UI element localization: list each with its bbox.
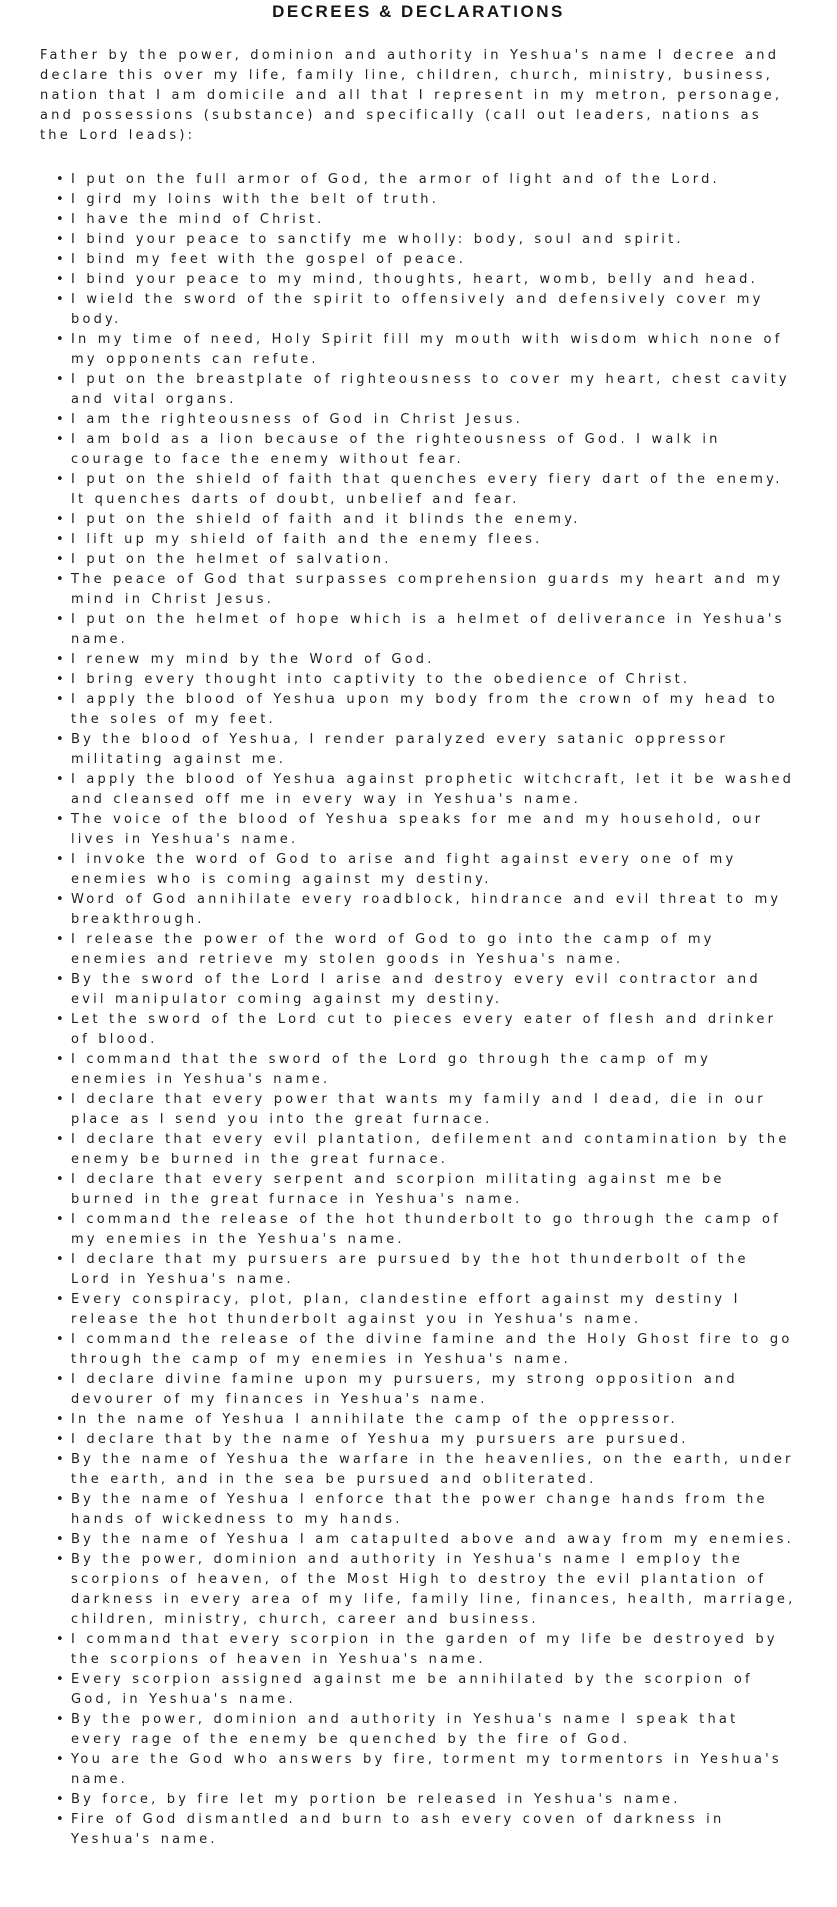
list-item: • I am bold as a lion because of the righteousness of God. I walk in courage to face the enemy without fear. — [56, 430, 797, 470]
list-item: • I apply the blood of Yeshua against prophetic witchcraft, let it be washed and cleansed off me in every way in Yeshua's name. — [56, 770, 797, 810]
list-item: • I declare that every evil plantation, defilement and contamination by the enemy be burned in the great furnace. — [56, 1130, 797, 1170]
list-item: • I am the righteousness of God in Christ Jesus. — [56, 410, 797, 430]
list-item: • I declare divine famine upon my pursuers, my strong opposition and devourer of my finances in Yeshua's name. — [56, 1370, 797, 1410]
list-item: • I bring every thought into captivity to the obedience of Christ. — [56, 670, 797, 690]
page-title: DECREES & DECLARATIONS — [272, 2, 565, 21]
list-item: • I declare that by the name of Yeshua my pursuers are pursued. — [56, 1430, 797, 1450]
list-item: • The peace of God that surpasses comprehension guards my heart and my mind in Christ Jesus. — [56, 570, 797, 610]
list-item: • I put on the shield of faith that quenches every fiery dart of the enemy. It quenches darts of doubt, unbelief and fear. — [56, 470, 797, 510]
list-item: • By the name of Yeshua the warfare in the heavenlies, on the earth, under the earth, and in the sea be pursued and obliterated. — [56, 1450, 797, 1490]
list-item: • Fire of God dismantled and burn to ash every coven of darkness in Yeshua's name. — [56, 1810, 797, 1850]
list-item: • I invoke the word of God to arise and fight against every one of my enemies who is coming against my destiny. — [56, 850, 797, 890]
list-item: • You are the God who answers by fire, torment my tormentors in Yeshua's name. — [56, 1750, 797, 1790]
list-item: • In my time of need, Holy Spirit fill my mouth with wisdom which none of my opponents can refute. — [56, 330, 797, 370]
list-item: • I put on the shield of faith and it blinds the enemy. — [56, 510, 797, 530]
list-item: • I command that the sword of the Lord go through the camp of my enemies in Yeshua's name. — [56, 1050, 797, 1090]
list-item: • By the name of Yeshua I enforce that the power change hands from the hands of wickedness to my hands. — [56, 1490, 797, 1530]
list-item: • I bind my feet with the gospel of peace. — [56, 250, 797, 270]
list-item: • By the power, dominion and authority in Yeshua's name I employ the scorpions of heaven, of the Most High to destroy the evil plantation of darkness in every area of my life, family line, finances, health, marriage, children, ministry, church, career and business. — [56, 1550, 797, 1630]
list-item: • The voice of the blood of Yeshua speaks for me and my household, our lives in Yeshua's name. — [56, 810, 797, 850]
list-item: • I have the mind of Christ. — [56, 210, 797, 230]
list-item: • I lift up my shield of faith and the enemy flees. — [56, 530, 797, 550]
list-item: • By the power, dominion and authority in Yeshua's name I speak that every rage of the enemy be quenched by the fire of God. — [56, 1710, 797, 1750]
list-item: • I bind your peace to my mind, thoughts, heart, womb, belly and head. — [56, 270, 797, 290]
list-item: • I renew my mind by the Word of God. — [56, 650, 797, 670]
list-item: • I command the release of the hot thunderbolt to go through the camp of my enemies in the Yeshua's name. — [56, 1210, 797, 1250]
list-item: • I put on the helmet of hope which is a helmet of deliverance in Yeshua's name. — [56, 610, 797, 650]
list-item: • I bind your peace to sanctify me wholly: body, soul and spirit. — [56, 230, 797, 250]
list-item: • By the sword of the Lord I arise and destroy every evil contractor and evil manipulator coming against my destiny. — [56, 970, 797, 1010]
intro-paragraph: Father by the power, dominion and authority in Yeshua's name I decree and declare this over my life, family line, children, church, ministry, business, nation that I am domicile and all that I represent in my metron, personage, and possessions (substance) and specifically (call out leaders, nations as the Lord leads): — [40, 48, 783, 143]
list-item: • Every conspiracy, plot, plan, clandestine effort against my destiny I release the hot thunderbolt against you in Yeshua's name. — [56, 1290, 797, 1330]
list-item: • I command that every scorpion in the garden of my life be destroyed by the scorpions of heaven in Yeshua's name. — [56, 1630, 797, 1670]
list-item: • Every scorpion assigned against me be annihilated by the scorpion of God, in Yeshua's name. — [56, 1670, 797, 1710]
list-item: • I declare that every serpent and scorpion militating against me be burned in the great furnace in Yeshua's name. — [56, 1170, 797, 1210]
list-item: • I declare that my pursuers are pursued by the hot thunderbolt of the Lord in Yeshua's name. — [56, 1250, 797, 1290]
list-item: • By the blood of Yeshua, I render paralyzed every satanic oppressor militating against me. — [56, 730, 797, 770]
list-item: • I release the power of the word of God to go into the camp of my enemies and retrieve my stolen goods in Yeshua's name. — [56, 930, 797, 970]
list-item: • By the name of Yeshua I am catapulted above and away from my enemies. — [56, 1530, 797, 1550]
list-item: • In the name of Yeshua I annihilate the camp of the oppressor. — [56, 1410, 797, 1430]
list-item: • I declare that every power that wants my family and I dead, die in our place as I send you into the great furnace. — [56, 1090, 797, 1130]
list-item: • I put on the breastplate of righteousness to cover my heart, chest cavity and vital organs. — [56, 370, 797, 410]
list-item: • I command the release of the divine famine and the Holy Ghost fire to go through the camp of my enemies in Yeshua's name. — [56, 1330, 797, 1370]
list-item: • I wield the sword of the spirit to offensively and defensively cover my body. — [56, 290, 797, 330]
list-item: • I apply the blood of Yeshua upon my body from the crown of my head to the soles of my feet. — [56, 690, 797, 730]
decrees-list — [40, 170, 797, 1850]
list-item: • Let the sword of the Lord cut to pieces every eater of flesh and drinker of blood. — [56, 1010, 797, 1050]
list-item: • By force, by fire let my portion be released in Yeshua's name. — [56, 1790, 797, 1810]
list-item: • Word of God annihilate every roadblock, hindrance and evil threat to my breakthrough. — [56, 890, 797, 930]
list-item: • I put on the helmet of salvation. — [56, 550, 797, 570]
list-item: • I gird my loins with the belt of truth. — [56, 190, 797, 210]
list-item: • I put on the full armor of God, the armor of light and of the Lord. — [56, 170, 797, 190]
